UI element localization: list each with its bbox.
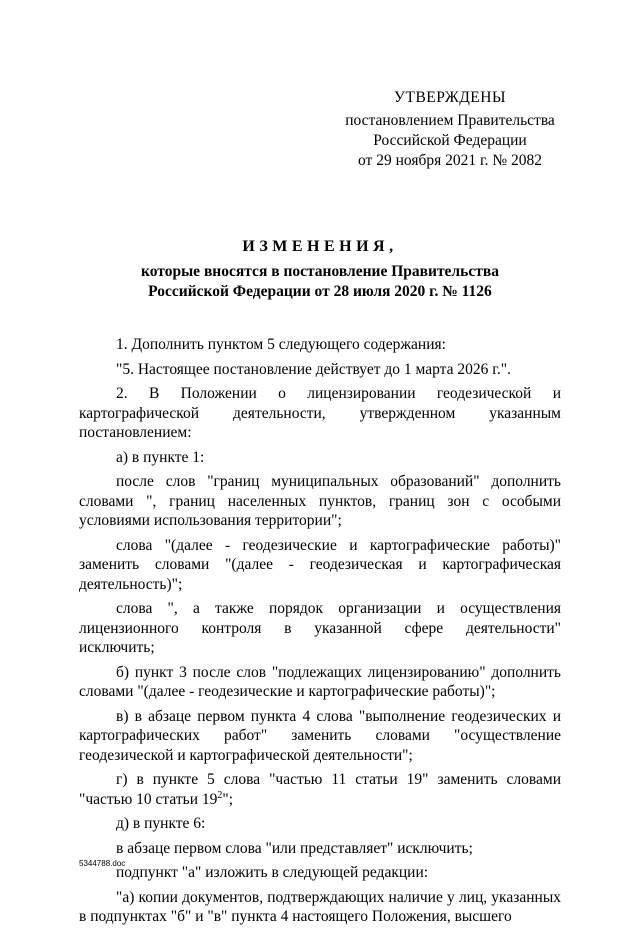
footnote-superscript: 2	[217, 789, 223, 801]
paragraph: слова "(далее - геодезические и картографические работы)" заменить словами "(далее - геодезическая и картографическая деятельность)";	[79, 536, 561, 593]
paragraph: слова ", а также порядок организации и осуществления лицензионного контроля в указанной сфере деятельности" исключить;	[79, 600, 561, 656]
approval-heading: УТВЕРЖДЕНЫ	[394, 89, 506, 106]
document-title: ИЗМЕНЕНИЯ,	[242, 238, 398, 255]
paragraph	[79, 770, 561, 809]
paragraph: б) пункт 3 после слов "подлежащих лицензированию" дополнить словами "(далее - геодезические и картографические работы)";	[79, 663, 561, 700]
paragraph: а) в пункте 1:	[116, 448, 205, 466]
paragraph: после слов "границ муниципальных образований" дополнить словами ", границ населенных пунктов, границ зон с особыми условиями использования территории";	[79, 473, 561, 529]
document-body	[79, 335, 561, 932]
paragraph: подпункт "а" изложить в следующей редакции:	[116, 864, 429, 881]
document-filename: 5344788.doc	[79, 859, 126, 868]
subtitle-line: которые вносятся в постановление Правительства	[141, 263, 499, 280]
paragraph: "а) копии документов, подтверждающих наличие у лиц, указанных в подпунктах "б" и "в" пункта 4 настоящего Положения, высшего	[79, 888, 561, 925]
paragraph: 1. Дополнить пунктом 5 следующего содержания:	[116, 336, 446, 353]
paragraph: 2. В Положении о лицензировании геодезической и картографической деятельности, утвержденном указанным постановлением:	[79, 385, 561, 441]
paragraph: "5. Настоящее постановление действует до 1 марта 2026 г.".	[116, 360, 511, 378]
paragraph: д) в пункте 6:	[116, 815, 206, 832]
approval-line: Российской Федерации	[373, 132, 527, 149]
subtitle-line: Российской Федерации от 28 июля 2020 г. № 1126	[148, 283, 492, 300]
approval-block	[340, 88, 560, 171]
approval-line: постановлением Правительства	[345, 112, 555, 129]
approval-date: от 29 ноября 2021 г. № 2082	[358, 152, 542, 169]
paragraph: в абзаце первом слова "или представляет" исключить;	[116, 839, 473, 857]
paragraph-text: г) в пункте 5 слова "частью 11 статьи 19" заменить словами "частью 10 статьи 19	[79, 771, 561, 808]
paragraph: в) в абзаце первом пункта 4 слова "выполнение геодезических и картографических работ" заменить словами "осуществление геодезической и картографической деятельности";	[79, 707, 561, 764]
paragraph-tail: ";	[222, 790, 234, 808]
document-subtitle	[0, 262, 640, 302]
